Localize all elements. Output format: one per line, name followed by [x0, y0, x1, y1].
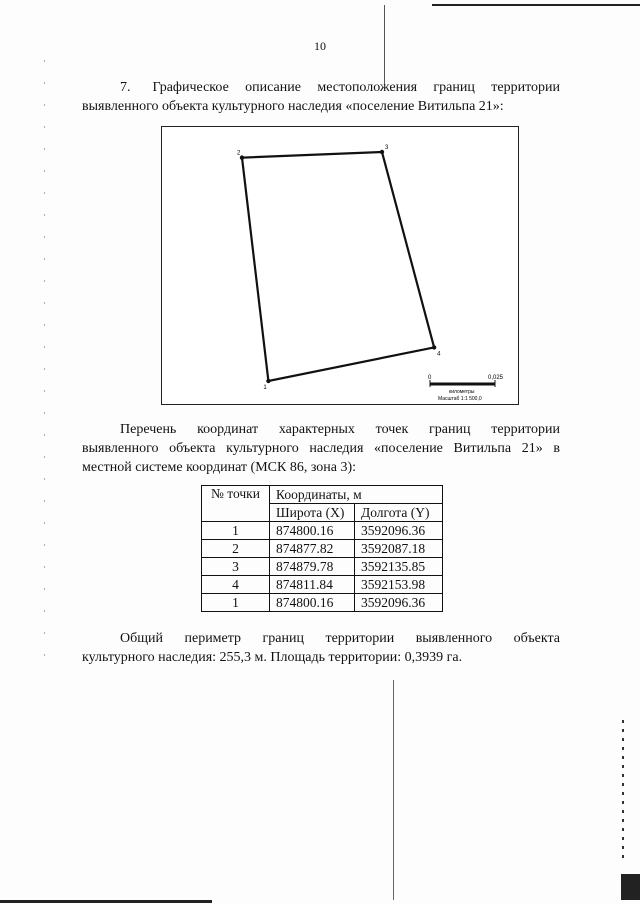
vertex-label: 1 — [263, 385, 267, 391]
cell-point-number: 2 — [202, 540, 270, 558]
coordinates-intro-line3: местной системе координат (МСК 86, зона 3): — [82, 460, 357, 475]
scale-end-label: 0,025 — [488, 375, 504, 381]
cell-longitude: 3592153.98 — [355, 576, 443, 594]
cell-longitude: 3592096.36 — [355, 594, 443, 612]
boundary-vertex — [266, 379, 270, 383]
cell-longitude: 3592096.36 — [355, 522, 443, 540]
section-heading-line2: выявленного объекта культурного наследия «поселение Витильпа 21»: — [82, 99, 504, 114]
cell-latitude: 874877.82 — [270, 540, 355, 558]
cell-longitude: 3592087.18 — [355, 540, 443, 558]
boundary-vertex — [240, 155, 244, 159]
boundary-map — [161, 126, 519, 405]
header-latitude: Широта (X) — [270, 504, 355, 522]
scan-artifact-vertical-line — [393, 680, 394, 900]
summary-line2: культурного наследия: 255,3 м. Площадь территории: 0,3939 га. — [82, 650, 463, 665]
cell-latitude: 874811.84 — [270, 576, 355, 594]
header-longitude: Долгота (Y) — [355, 504, 443, 522]
scan-artifact-top-line — [432, 4, 640, 6]
section-heading-line1 — [82, 78, 560, 97]
coordinates-intro — [82, 420, 560, 477]
coordinates-intro-line2: выявленного объекта культурного наследия «поселение Витильпа 21» в — [82, 441, 560, 456]
territory-boundary-polygon — [242, 152, 434, 381]
cell-latitude: 874800.16 — [270, 594, 355, 612]
coordinates-table — [201, 485, 443, 612]
table-row — [202, 558, 443, 576]
cell-point-number: 3 — [202, 558, 270, 576]
table-row — [202, 594, 443, 612]
scan-artifact-bottom-line — [0, 900, 212, 903]
header-coordinates: Координаты, м — [270, 486, 443, 504]
table-row — [202, 540, 443, 558]
header-point-number: № точки — [202, 486, 270, 522]
scan-artifact-corner-block — [621, 874, 640, 900]
scale-text: Масштаб 1:1 500,0 — [438, 396, 482, 402]
cell-point-number: 4 — [202, 576, 270, 594]
scale-bar — [428, 375, 504, 402]
scan-artifact-edge-dots — [622, 720, 624, 860]
summary-line1: Общий периметр границ территории выявленного объекта — [120, 631, 560, 646]
boundary-vertex — [432, 345, 436, 349]
vertex-label: 2 — [237, 150, 241, 157]
section-number: 7. — [120, 80, 131, 95]
table-row — [202, 576, 443, 594]
section-heading-text: Графическое описание местоположения границ территории — [152, 80, 560, 95]
vertex-label: 3 — [384, 145, 389, 151]
section-heading — [82, 78, 560, 116]
vertex-label: 4 — [437, 351, 441, 358]
boundary-map-svg — [162, 127, 518, 404]
coordinates-intro-line1: Перечень координат характерных точек границ территории — [120, 422, 560, 437]
scale-units-label: километры — [449, 389, 475, 395]
cell-point-number: 1 — [202, 522, 270, 540]
cell-longitude: 3592135.85 — [355, 558, 443, 576]
summary-paragraph — [82, 629, 560, 667]
table-row — [202, 522, 443, 540]
cell-latitude: 874800.16 — [270, 522, 355, 540]
cell-latitude: 874879.78 — [270, 558, 355, 576]
page-number: 10 — [314, 39, 326, 53]
boundary-vertex — [380, 150, 384, 154]
scan-artifact-edge-dots — [44, 60, 45, 660]
scale-start-label: 0 — [428, 375, 432, 381]
cell-point-number: 1 — [202, 594, 270, 612]
